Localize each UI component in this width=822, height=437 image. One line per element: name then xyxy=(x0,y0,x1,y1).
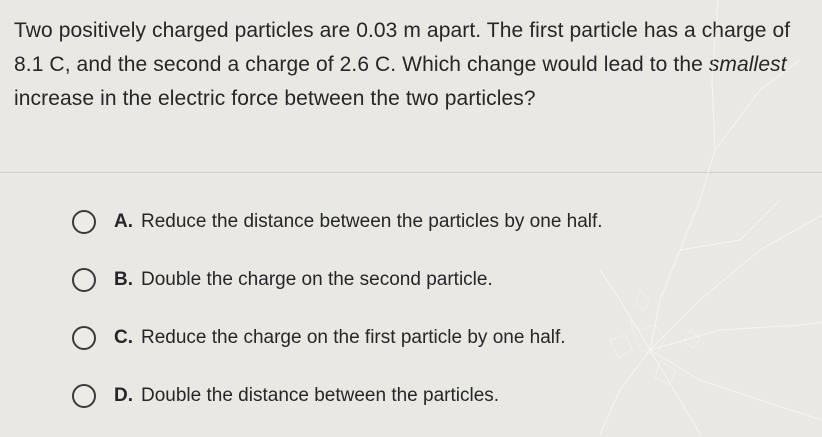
option-b[interactable] xyxy=(72,263,792,297)
radio-button-a[interactable] xyxy=(72,210,96,234)
option-a[interactable] xyxy=(72,205,792,239)
answer-options xyxy=(72,205,792,437)
option-c[interactable] xyxy=(72,321,792,355)
option-letter: A. xyxy=(114,211,133,232)
option-label: Double the distance between the particles. xyxy=(141,385,500,406)
question-text xyxy=(14,14,804,116)
divider xyxy=(0,172,822,173)
option-letter: C. xyxy=(114,327,133,348)
question-part-2: increase in the electric force between the two particles? xyxy=(14,87,536,110)
radio-button-d[interactable] xyxy=(72,384,96,408)
option-label: Reduce the distance between the particles by one half. xyxy=(141,211,603,232)
question-part-1: Two positively charged particles are 0.03 m apart. The first particle has a charge of 8.1 C, and the second a charge of 2.6 C. Which change would lead to the xyxy=(14,19,791,76)
option-label: Reduce the charge on the first particle by one half. xyxy=(141,327,566,348)
radio-button-b[interactable] xyxy=(72,268,96,292)
option-label: Double the charge on the second particle. xyxy=(141,269,493,290)
option-d[interactable] xyxy=(72,379,792,413)
radio-button-c[interactable] xyxy=(72,326,96,350)
option-letter: B. xyxy=(114,269,133,290)
question-emphasis: smallest xyxy=(708,53,787,76)
option-letter: D. xyxy=(114,385,133,406)
